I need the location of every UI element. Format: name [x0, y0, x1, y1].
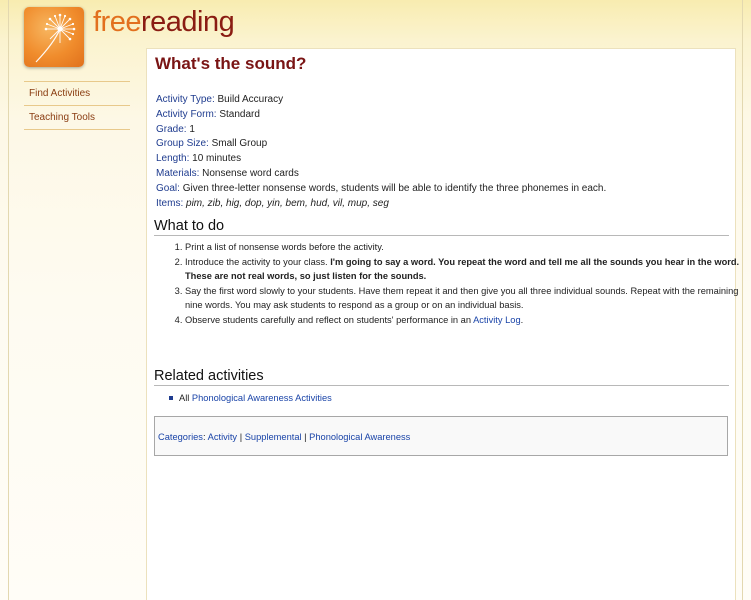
materials-row: [156, 167, 606, 182]
grade-value: 1: [189, 123, 195, 135]
category-supplemental-link[interactable]: Supplemental: [244, 432, 302, 442]
activity-type-value: Build Accuracy: [217, 94, 284, 105]
what-to-do-heading: What to do: [154, 218, 729, 236]
related-item: [169, 393, 729, 403]
activity-form-value: Standard: [219, 108, 260, 120]
group-size-label[interactable]: Group Size:: [156, 138, 209, 150]
related-prefix: All: [179, 393, 192, 403]
sidebar-item-teaching-tools[interactable]: Teaching Tools: [24, 105, 130, 130]
freereading-logo[interactable]: [24, 7, 84, 67]
sidebar-item-find-activities[interactable]: Find Activities: [24, 81, 130, 105]
length-row: [156, 152, 606, 167]
items-row: [156, 197, 606, 212]
step-item: [185, 313, 751, 328]
step-item: [185, 255, 751, 284]
grade-row: [156, 123, 606, 138]
length-label[interactable]: Length:: [156, 153, 190, 165]
items-label[interactable]: Items:: [156, 197, 184, 209]
steps-list: [154, 240, 751, 328]
bullet-icon: [169, 396, 173, 400]
site-wordmark[interactable]: [93, 6, 234, 39]
step-2-script: I'm going to say a word. You repeat the word and tell me all the sounds you hear in the word. These are not real words, so just listen for the sounds.: [185, 256, 740, 282]
goal-value: Given three-letter nonsense words, students will be able to identify the three phonemes in each.: [182, 182, 607, 194]
category-phonological-awareness-link[interactable]: Phonological Awareness: [309, 432, 411, 442]
length-value: 10 minutes: [192, 153, 242, 165]
wordmark-free: free: [93, 6, 141, 38]
categories-link[interactable]: Categories: [158, 432, 203, 442]
related-list: [156, 393, 729, 403]
category-separator: |: [304, 432, 307, 442]
related-activities-heading: Related activities: [154, 368, 729, 386]
step-item: [185, 240, 751, 255]
category-separator: |: [239, 432, 243, 442]
materials-label[interactable]: Materials:: [156, 167, 200, 179]
step-item: [185, 284, 751, 313]
activity-form-label[interactable]: Activity Form:: [156, 108, 217, 120]
activity-form-row: [156, 108, 606, 123]
phonological-awareness-activities-link[interactable]: Phonological Awareness Activities: [191, 393, 332, 403]
group-size-row: [156, 137, 606, 152]
page-border-left: [8, 0, 9, 600]
categories-colon: :: [202, 432, 206, 442]
dandelion-icon: [24, 7, 84, 67]
category-activity-link[interactable]: Activity: [207, 432, 238, 442]
step-3-text: Say the first word slowly to your students. Have them repeat it and then give you all three individual sounds. Repeat with the remaining nine words. You may ask students to respond as a group or on an individual basis.: [185, 285, 739, 311]
wordmark-reading: reading: [140, 6, 235, 38]
goal-label[interactable]: Goal:: [156, 182, 180, 194]
activity-type-label[interactable]: Activity Type:: [156, 94, 215, 105]
step-4-end: .: [520, 314, 524, 325]
activity-type-row: [156, 93, 606, 108]
activity-details: [156, 93, 606, 211]
step-4-text: Observe students carefully and reflect on students' performance in an: [185, 314, 474, 325]
categories-box: [154, 416, 728, 456]
materials-value: Nonsense word cards: [202, 167, 299, 179]
goal-row: [156, 182, 606, 197]
step-2-text: Introduce the activity to your class.: [185, 256, 331, 267]
grade-label[interactable]: Grade:: [156, 123, 187, 135]
main-content: [146, 48, 740, 600]
group-size-value: Small Group: [211, 138, 268, 150]
page-title: What's the sound?: [155, 54, 307, 73]
step-1-text: Print a list of nonsense words before the activity.: [185, 242, 384, 252]
sidebar-nav: [24, 81, 130, 130]
items-value: pim, zib, hig, dop, yin, bem, hud, vil, mup, seg: [186, 197, 389, 209]
activity-log-link[interactable]: Activity Log: [473, 314, 521, 325]
